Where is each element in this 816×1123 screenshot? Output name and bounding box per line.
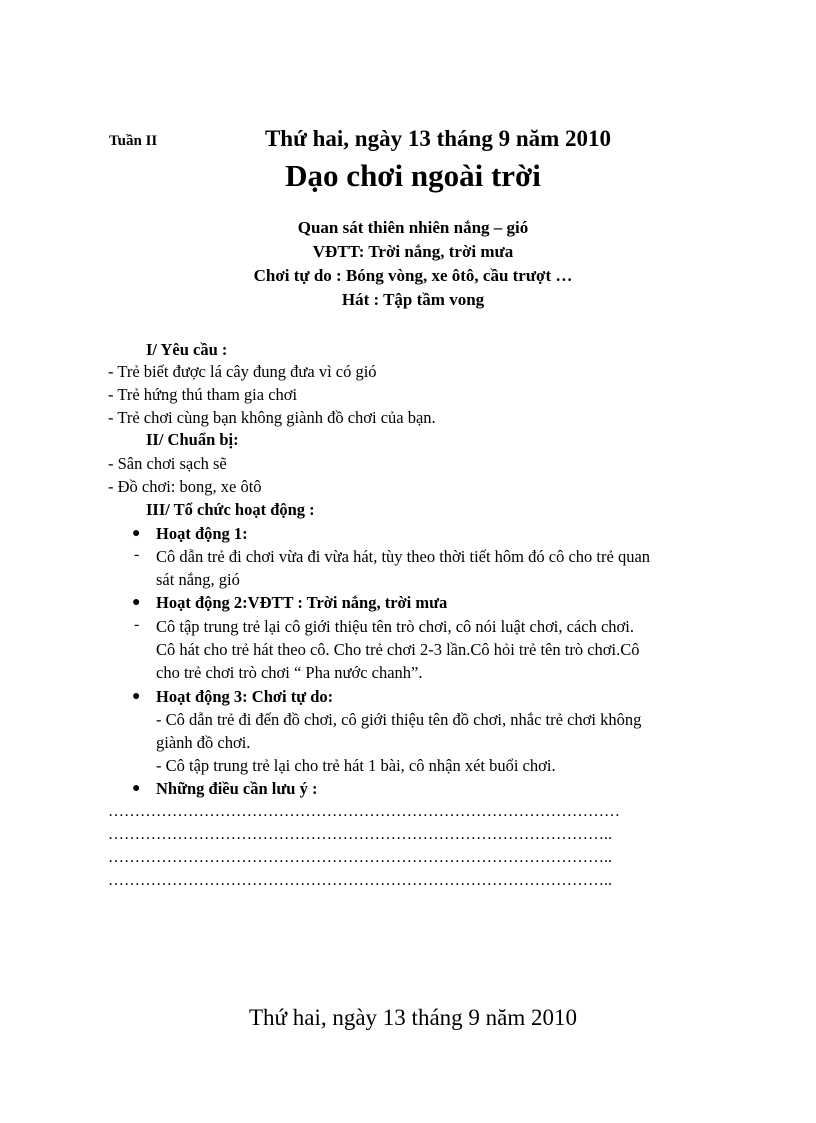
notes-dotted-line: …………………………………………………………………………………..: [108, 872, 612, 889]
bullet-icon: ●: [132, 595, 141, 610]
section-requirements-heading: I/ Yêu cầu :: [146, 340, 228, 359]
preparation-item: - Sân chơi sạch sẽ: [108, 454, 227, 473]
activity-1-line: sát nắng, gió: [156, 570, 240, 589]
page-title: Dạo chơi ngoài trời: [285, 158, 541, 193]
notes-title: Những điều cần lưu ý :: [156, 779, 318, 798]
activity-2-line: cho trẻ chơi trò chơi “ Pha nước chanh”.: [156, 663, 423, 682]
activity-1-title: Hoạt động 1:: [156, 524, 248, 543]
section-preparation-heading: II/ Chuẩn bị:: [146, 430, 239, 449]
subtitle-song: Hát : Tập tầm vong: [341, 290, 485, 309]
dash-marker: -: [134, 546, 140, 563]
notes-dotted-line: …………………………………………………………………………………..: [108, 826, 612, 843]
activity-3-title: Hoạt động 3: Chơi tự do:: [156, 687, 334, 706]
activity-2-title: Hoạt động 2:VĐTT : Trời nắng, trời mưa: [156, 593, 448, 612]
page-date: Thứ hai, ngày 13 tháng 9 năm 2010: [264, 126, 612, 151]
requirement-item: - Trẻ chơi cùng bạn không giành đồ chơi của bạn.: [108, 408, 436, 427]
week-label: Tuần II: [109, 133, 158, 149]
activity-2-line: Cô tập trung trẻ lại cô giới thiệu tên trò chơi, cô nói luật chơi, cách chơi.: [156, 617, 634, 636]
notes-dotted-line: ……………………………………………………………………………………: [108, 803, 620, 820]
activity-1-line: Cô dẫn trẻ đi chơi vừa đi vừa hát, tùy theo thời tiết hôm đó cô cho trẻ quan: [156, 547, 651, 566]
activity-3-line: - Cô tập trung trẻ lại cho trẻ hát 1 bài, cô nhận xét buổi chơi.: [156, 756, 556, 775]
bullet-icon: ●: [132, 526, 141, 541]
subtitle-free-play: Chơi tự do : Bóng vòng, xe ôtô, cầu trượt …: [253, 266, 573, 285]
subtitle-observation: Quan sát thiên nhiên nắng – gió: [297, 218, 529, 237]
requirement-item: - Trẻ biết được lá cây đung đưa vì có gió: [108, 362, 377, 381]
preparation-item: - Đồ chơi: bong, xe ôtô: [108, 477, 262, 496]
dash-marker: -: [134, 616, 140, 633]
section-activities-heading: III/ Tổ chức hoạt động :: [146, 500, 315, 519]
notes-dotted-line: …………………………………………………………………………………..: [108, 849, 612, 866]
footer-date: Thứ hai, ngày 13 tháng 9 năm 2010: [248, 1005, 578, 1030]
bullet-icon: ●: [132, 689, 141, 704]
requirement-item: - Trẻ hứng thú tham gia chơi: [108, 385, 298, 404]
subtitle-motor-activity: VĐTT: Trời nắng, trời mưa: [312, 242, 514, 261]
bullet-icon: ●: [132, 781, 141, 796]
activity-3-line: giành đồ chơi.: [156, 733, 251, 752]
activity-3-line: - Cô dẫn trẻ đi đến đồ chơi, cô giới thiệu tên đồ chơi, nhắc trẻ chơi không: [156, 710, 642, 729]
activity-2-line: Cô hát cho trẻ hát theo cô. Cho trẻ chơi 2-3 lần.Cô hỏi trẻ tên trò chơi.Cô: [156, 640, 640, 659]
